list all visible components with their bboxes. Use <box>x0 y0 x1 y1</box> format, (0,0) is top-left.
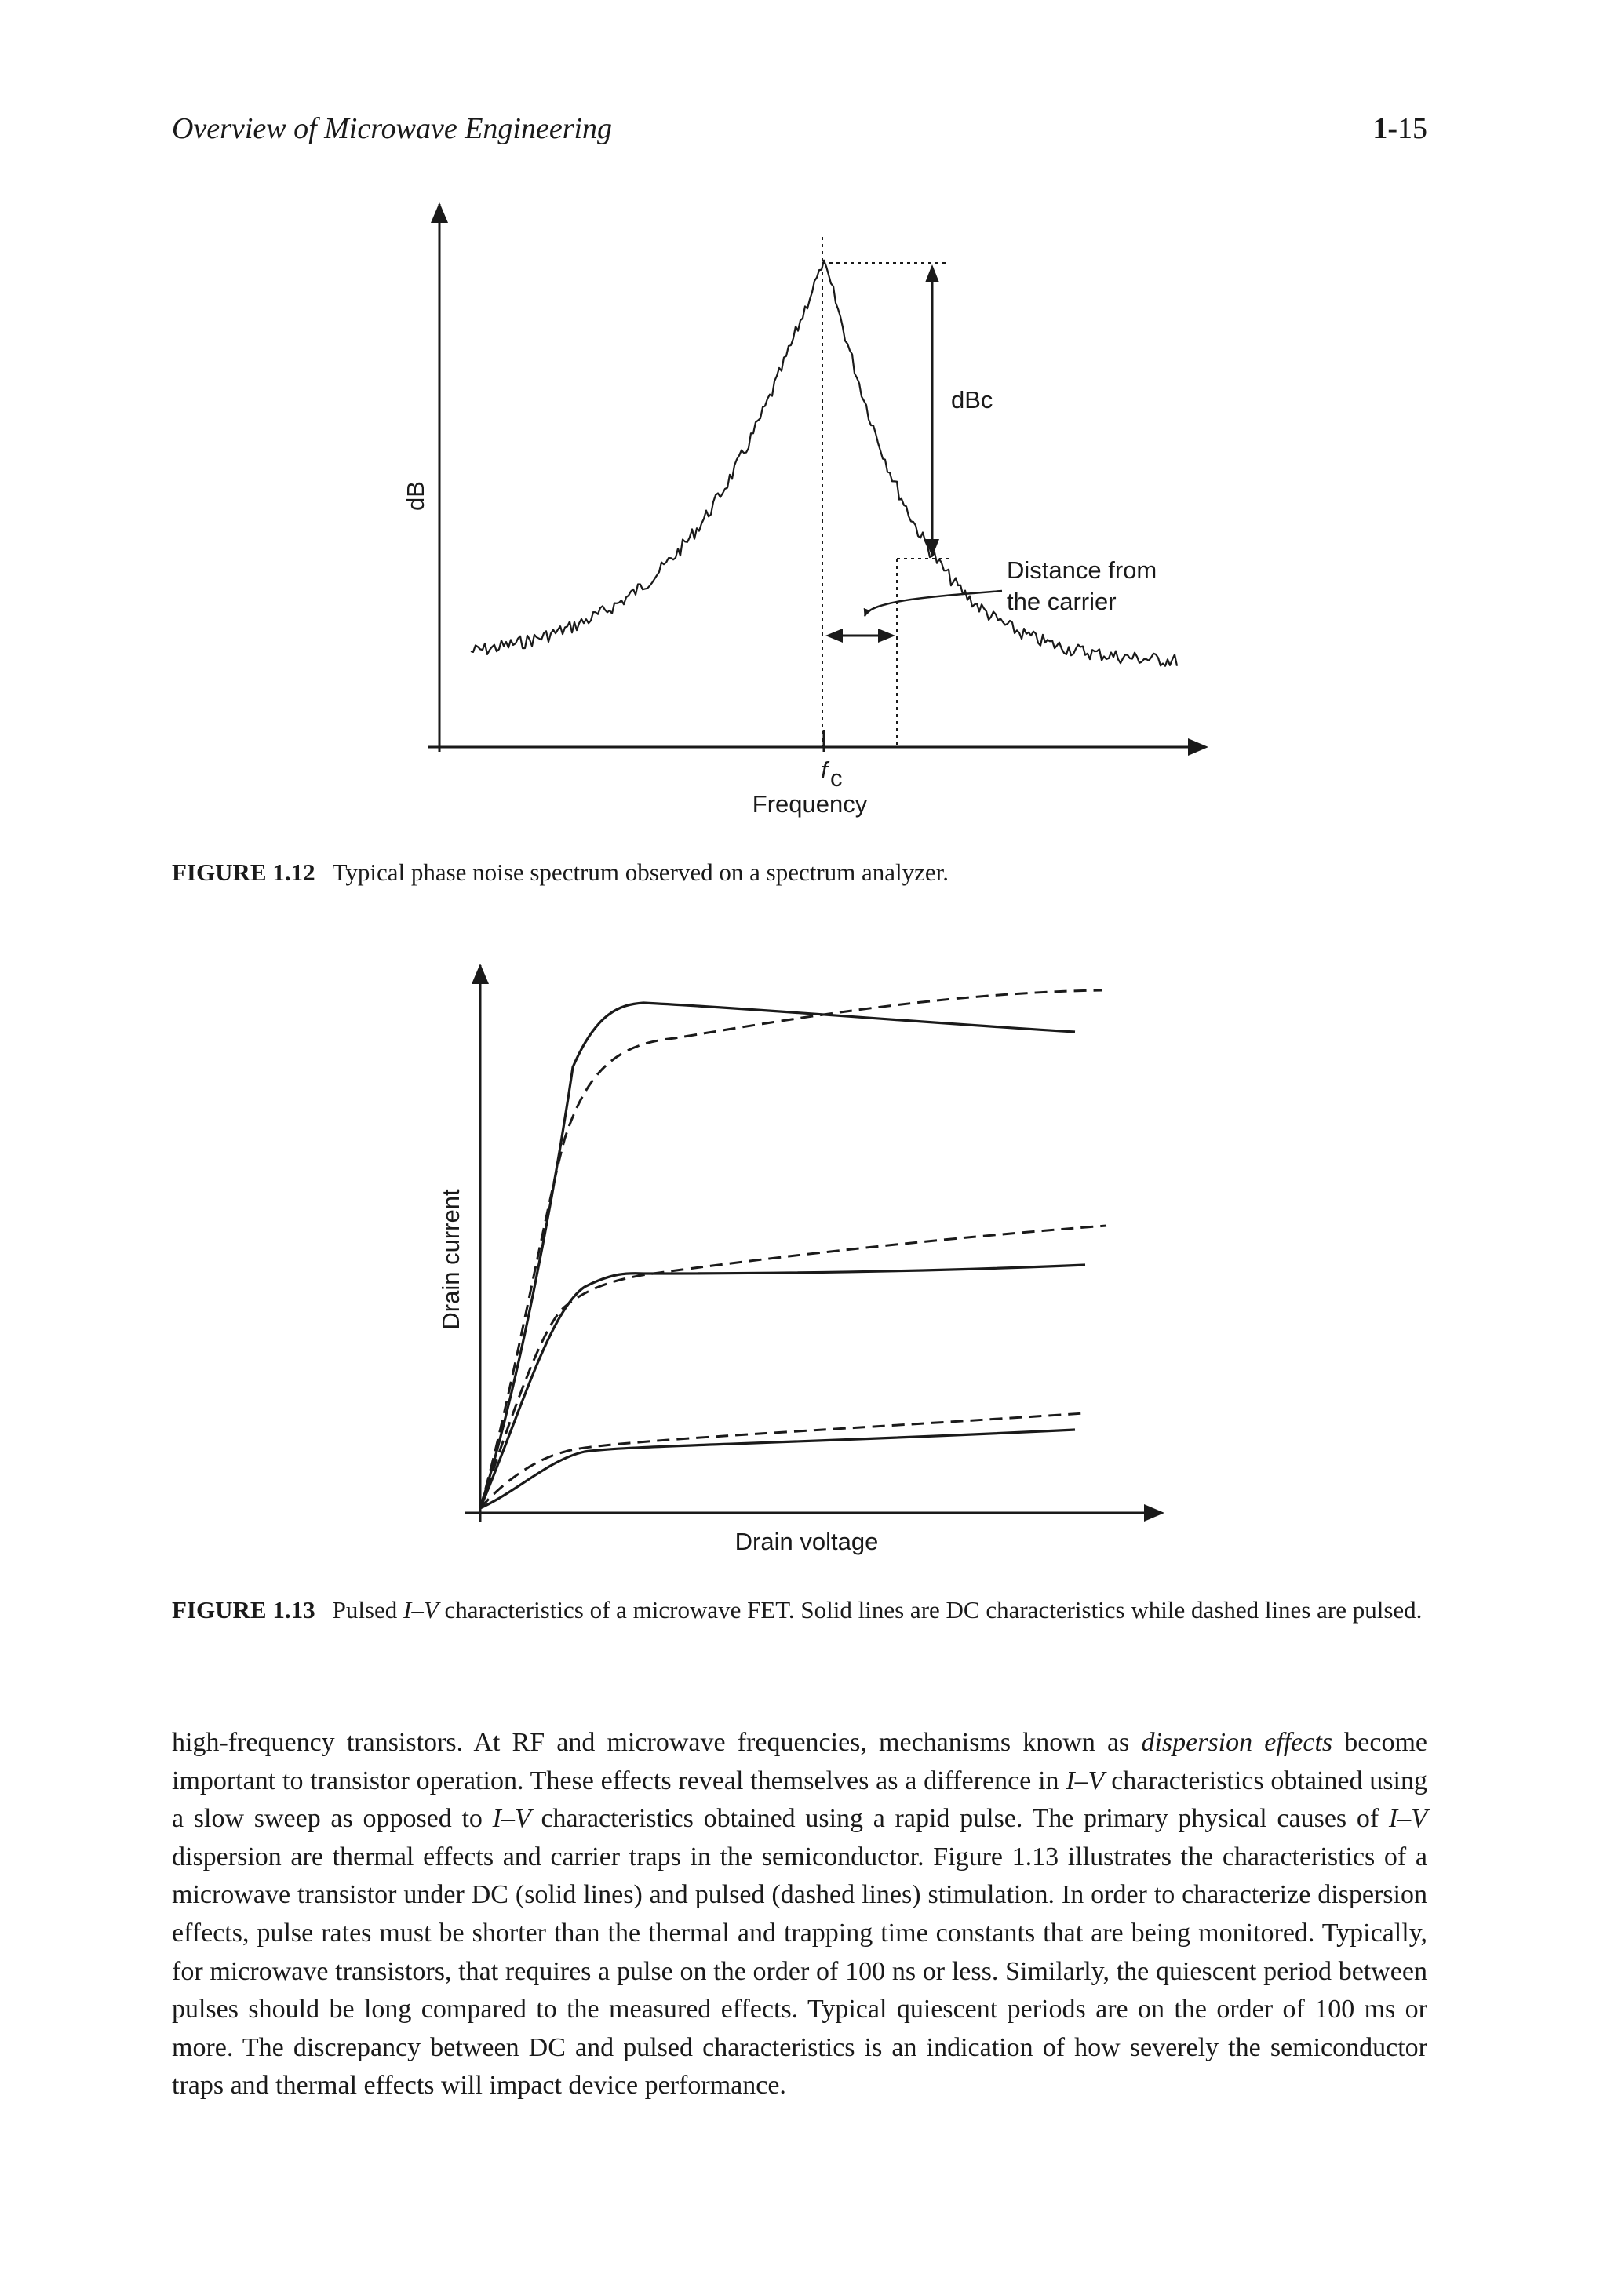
dbc-label: dBc <box>951 386 993 414</box>
caption-iv-italic: I–V <box>403 1596 439 1624</box>
caption-text: Typical phase noise spectrum observed on a spectrum analyzer. <box>332 858 949 886</box>
body-text-1: high-frequency transistors. At RF and microwave frequencies, mechanisms known as <box>172 1728 1142 1757</box>
y-axis-arrowhead <box>431 202 448 223</box>
figure-1-12-caption <box>172 855 1427 890</box>
page-number <box>1372 111 1427 146</box>
y-axis-label: dB <box>402 481 429 511</box>
dc-curve-low <box>480 1430 1075 1508</box>
running-title: Overview of Microwave Engineering <box>172 112 613 145</box>
x-axis-arrowhead <box>1144 1504 1164 1522</box>
x-axis-label: Drain voltage <box>734 1528 879 1555</box>
fc-label: f <box>821 756 828 784</box>
fc-subscript: c <box>830 764 843 792</box>
dbc-arrowhead-up <box>925 264 939 282</box>
offset-arrowhead-left <box>825 629 843 643</box>
annotation-line-1: Distance from <box>1007 556 1157 584</box>
phase-noise-figure <box>0 188 1607 847</box>
body-dispersion-effects: dispersion effects <box>1141 1728 1333 1757</box>
page-number-chapter: 1 <box>1372 112 1388 145</box>
caption-text-pre: Pulsed <box>332 1596 404 1624</box>
offset-arrowhead-right <box>878 629 895 643</box>
x-axis-arrowhead <box>1188 738 1208 756</box>
figure-1-13-caption <box>172 1593 1427 1627</box>
body-text-4: characteristics obtained using a rapid pulse. The primary physical causes of <box>530 1804 1389 1834</box>
running-head <box>172 111 1427 155</box>
body-iv-1: I–V <box>1066 1766 1105 1795</box>
body-iv-2: I–V <box>492 1804 531 1834</box>
pulsed-curve-low <box>480 1413 1084 1508</box>
body-text-2: become important to transistor operation. These effects reveal themselves as a difference in <box>172 1728 1427 1795</box>
body-paragraph <box>172 1724 1427 2105</box>
y-axis-label: Drain current <box>437 1189 465 1330</box>
body-text-3: characteristics obtained using a slow sweep as opposed to <box>172 1766 1427 1834</box>
x-axis-label: Frequency <box>752 790 868 818</box>
body-text-5: dispersion are thermal effects and carrier traps in the semiconductor. Figure 1.13 illustrates the characteristics of a microwave transistor under DC (solid lines) and pulsed (dashed lines) stimulation. In order to characterize dispersion effects, pulse rates must be shorter than the thermal and trapping time constants that are being monitored. Typically, for microwave transistors, that requires a pulse on the order of 100 ns or less. Similarly, the quiescent period between pulses should be long compared to the measured effects. Typical quiescent periods are on the order of 100 ms or more. The discrepancy between DC and pulsed characteristics is an indication of how severely the semiconductor traps and thermal effects will impact device performance. <box>172 1842 1427 2101</box>
pulsed-iv-figure <box>0 949 1607 1577</box>
caption-figure-number: FIGURE 1.12 <box>172 858 315 886</box>
annotation-line-2: the carrier <box>1007 588 1117 615</box>
y-axis-arrowhead <box>472 964 489 984</box>
body-iv-3: I–V <box>1388 1804 1427 1834</box>
annotation-leader <box>865 591 1002 616</box>
caption-figure-number: FIGURE 1.13 <box>172 1596 315 1624</box>
page-number-page: -15 <box>1387 112 1427 145</box>
caption-text-post: characteristics of a microwave FET. Solid lines are DC characteristics while dashed lines are pulsed. <box>438 1596 1423 1624</box>
